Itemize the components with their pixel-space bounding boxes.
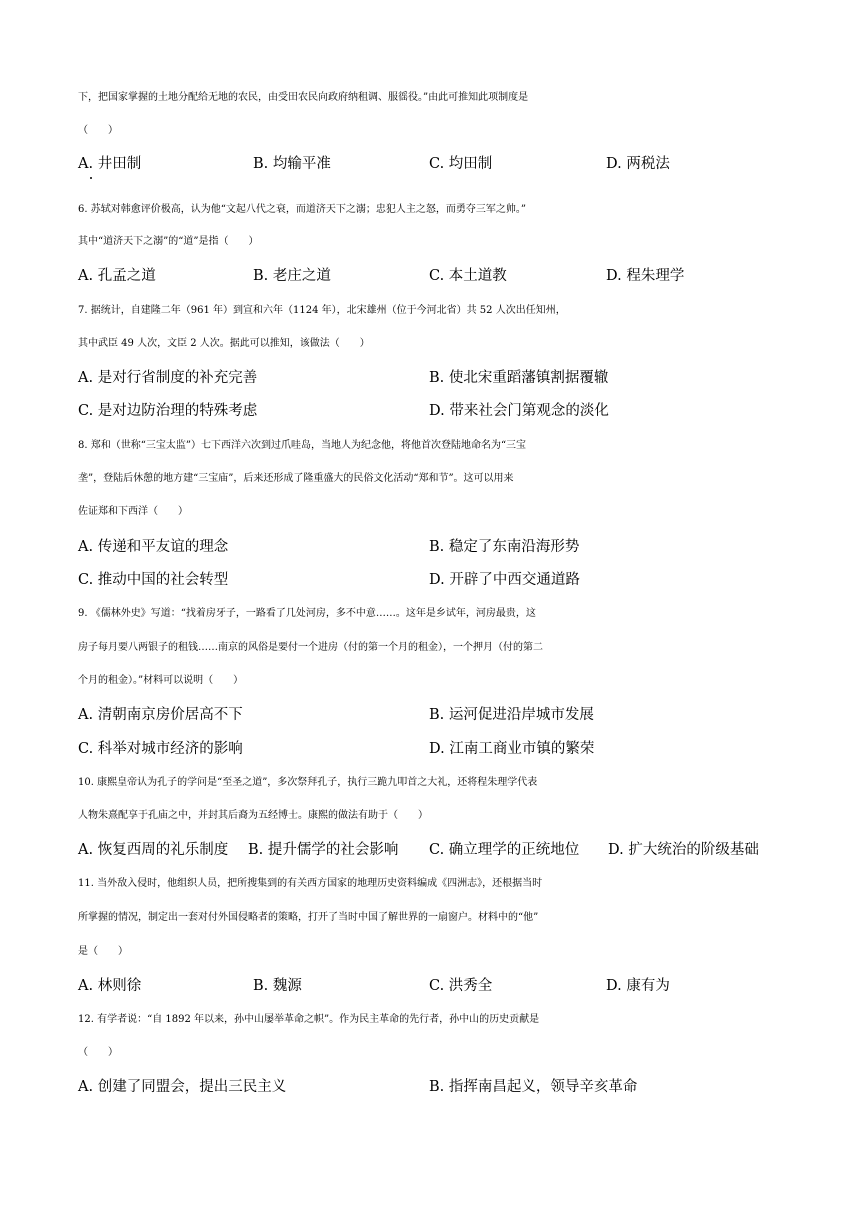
q6-line-2: 其中“道济天下之溺”的“道”是指（ ） bbox=[78, 236, 259, 247]
q11-option-a[interactable]: A. 林则徐 bbox=[78, 978, 142, 994]
q7-option-c[interactable]: C. 是对边防治理的特殊考虑 bbox=[78, 403, 258, 419]
q8-option-b[interactable]: B. 稳定了东南沿海形势 bbox=[429, 539, 580, 555]
q9-option-c[interactable]: C. 科举对城市经济的影响 bbox=[78, 741, 243, 757]
q9-line-3: 个月的租金）。”材料可以说明（ ） bbox=[78, 675, 244, 686]
q7-option-d[interactable]: D. 带来社会门第观念的淡化 bbox=[429, 403, 609, 419]
q12-option-b[interactable]: B. 指挥南昌起义，领导辛亥革命 bbox=[429, 1079, 638, 1095]
q11-line-1: 11. 当外敌入侵时，他组织人员，把所搜集到的有关西方国家的地理历史资料编成《四洲志》，还根据当时 bbox=[78, 878, 543, 889]
q5-option-a[interactable]: A. 井田制 bbox=[78, 156, 142, 172]
q10-option-c[interactable]: C. 确立理学的正统地位 bbox=[429, 842, 580, 858]
q7-line-2: 其中武臣 49 人次，文臣 2 人次。据此可以推知，该做法（ ） bbox=[78, 338, 370, 349]
q6-option-b[interactable]: B. 老庄之道 bbox=[253, 268, 331, 284]
q9-option-d[interactable]: D. 江南工商业市镇的繁荣 bbox=[429, 741, 595, 757]
q8-option-c[interactable]: C. 推动中国的社会转型 bbox=[78, 572, 229, 588]
q5-line-1: 下，把国家掌握的土地分配给无地的农民，由受田农民向政府纳租调、服徭役。”由此可推知此项制度是 bbox=[78, 92, 529, 103]
q10-line-1: 10. 康熙皇帝认为孔子的学问是“至圣之道”，多次祭拜孔子，执行三跪九叩首之大礼，还将程朱理学代表 bbox=[78, 777, 538, 788]
q9-line-1: 9. 《儒林外史》写道：“找着房牙子，一路看了几处河房，多不中意……。这年是乡试年，河房最贵，这 bbox=[78, 608, 536, 619]
q7-option-b[interactable]: B. 使北宋重蹈藩镇割据覆辙 bbox=[429, 370, 609, 386]
q5-option-c[interactable]: C. 均田制 bbox=[429, 156, 493, 172]
q11-line-3: 是（ ） bbox=[78, 946, 128, 957]
q10-option-d[interactable]: D. 扩大统治的阶级基础 bbox=[608, 842, 759, 858]
q6-option-c[interactable]: C. 本土道教 bbox=[429, 268, 507, 284]
q5-option-d[interactable]: D. 两税法 bbox=[606, 156, 670, 172]
q9-line-2: 房子每月要八两银子的租钱……南京的风俗是要付一个进房（付的第一个月的租金），一个押月（付的第二 bbox=[78, 642, 543, 653]
q8-option-a[interactable]: A. 传递和平友谊的理念 bbox=[78, 539, 229, 555]
q12-line-1: 12. 有学者说：“自 1892 年以来，孙中山屡举革命之帜”。作为民主革命的先行者，孙中山的历史贡献是 bbox=[78, 1014, 540, 1025]
q6-option-d[interactable]: D. 程朱理学 bbox=[606, 268, 685, 284]
q11-option-b[interactable]: B. 魏源 bbox=[253, 978, 302, 994]
q10-line-2: 人物朱熹配享于孔庙之中，并封其后裔为五经博士。康熙的做法有助于（ ） bbox=[78, 810, 428, 821]
q10-option-a[interactable]: A. 恢复西周的礼乐制度 bbox=[78, 842, 229, 858]
q6-option-a[interactable]: A. 孔孟之道 bbox=[78, 268, 156, 284]
q5-option-b[interactable]: B. 均输平准 bbox=[253, 156, 331, 172]
q12-line-2: （ ） bbox=[78, 1047, 118, 1058]
q8-option-d[interactable]: D. 开辟了中西交通道路 bbox=[429, 572, 580, 588]
q10-option-b[interactable]: B. 提升儒学的社会影响 bbox=[248, 842, 399, 858]
q9-option-a[interactable]: A. 清朝南京房价居高不下 bbox=[78, 707, 243, 723]
q11-option-d[interactable]: D. 康有为 bbox=[606, 978, 670, 994]
q11-option-c[interactable]: C. 洪秀全 bbox=[429, 978, 493, 994]
q6-line-1: 6. 苏轼对韩愈评价极高，认为他“文起八代之衰，而道济天下之溺；忠犯人主之怒，而勇夺三军之帅。” bbox=[78, 204, 526, 215]
q12-option-a[interactable]: A. 创建了同盟会，提出三民主义 bbox=[78, 1079, 287, 1095]
q8-line-2: 垄”，登陆后休憩的地方建“三宝庙”，后来还形成了隆重盛大的民俗文化活动“郑和节”。这可以用来 bbox=[78, 473, 514, 484]
q8-line-1: 8. 郑和（世称“三宝太监”）七下西洋六次到过爪哇岛，当地人为纪念他，将他首次登陆地命名为“三宝 bbox=[78, 440, 527, 451]
q9-option-b[interactable]: B. 运河促进沿岸城市发展 bbox=[429, 707, 594, 723]
emphasis-dot bbox=[90, 177, 92, 179]
q8-line-3: 佐证郑和下西洋（ ） bbox=[78, 506, 188, 517]
q5-line-2: （ ） bbox=[78, 125, 118, 136]
q7-option-a[interactable]: A. 是对行省制度的补充完善 bbox=[78, 370, 258, 386]
q11-line-2: 所掌握的情况，制定出一套对付外国侵略者的策略，打开了当时中国了解世界的一扇窗户。材料中的“他” bbox=[78, 912, 539, 923]
q7-line-1: 7. 据统计，自建隆二年（961 年）到宣和六年（1124 年），北宋雄州（位于今河北省）共 52 人次出任知州， bbox=[78, 305, 566, 316]
